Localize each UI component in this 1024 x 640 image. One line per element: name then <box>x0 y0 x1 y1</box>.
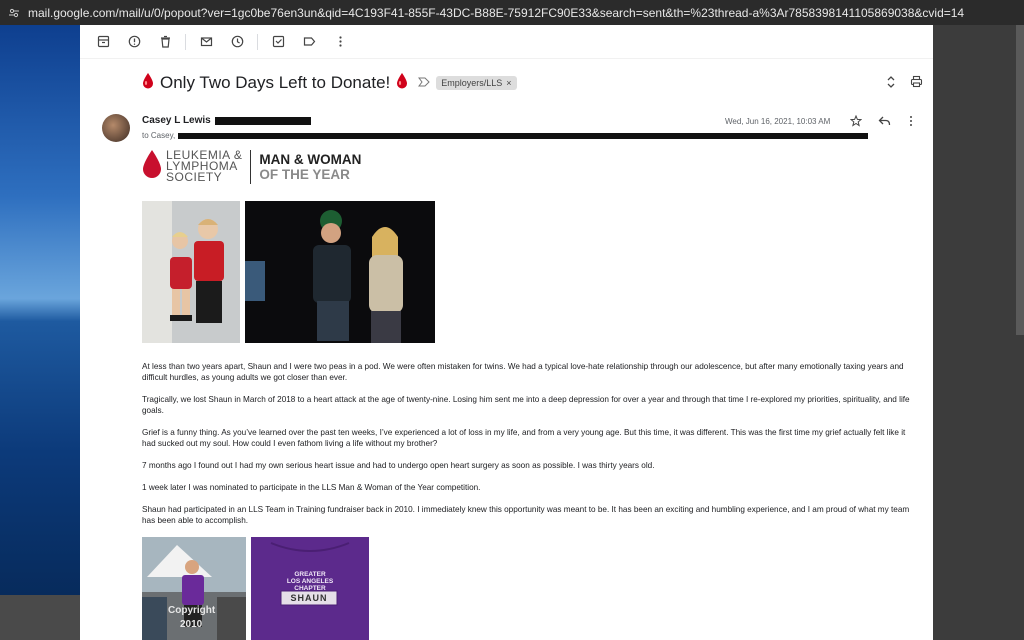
moy-line: MAN & WOMAN <box>259 151 362 167</box>
recipients-label: to Casey, <box>142 131 176 140</box>
report-spam-icon[interactable] <box>123 31 145 53</box>
shirt-text <box>251 571 369 592</box>
blood-drop-icon <box>142 72 154 94</box>
redacted-recipients <box>178 133 868 139</box>
more-vert-icon[interactable] <box>329 31 351 53</box>
message-actions <box>850 114 915 132</box>
expand-all-icon[interactable] <box>886 75 896 94</box>
mark-unread-icon[interactable] <box>195 31 217 53</box>
email-date: Wed, Jun 16, 2021, 10:03 AM <box>725 117 831 126</box>
label-chip-text: Employers/LLS <box>441 78 503 88</box>
moy-line: OF THE YEAR <box>259 166 350 182</box>
redacted-email <box>215 117 311 125</box>
avatar[interactable] <box>102 114 130 142</box>
team-shirt-photo <box>251 537 369 640</box>
desktop-background <box>0 595 80 640</box>
email-subject: Only Two Days Left to Donate! <box>160 73 391 92</box>
lls-line: SOCIETY <box>166 170 223 184</box>
snooze-icon[interactable] <box>226 31 248 53</box>
background-window <box>933 25 1024 640</box>
body-paragraph: Shaun had participated in an LLS Team in Training fundraiser back in 2010. I immediately knew this opportunity was meant to be. It has been an exciting and humbling experience, and I am proud of what my team has been able to accomplish. <box>142 505 910 525</box>
adult-siblings-photo <box>245 201 435 343</box>
body-paragraph: At less than two years apart, Shaun and I were two peas in a pod. We were often mistaken for twins. We had a typical love-hate relationship through our adolescence, but after many emotionally taxing years and difficult hurdles, as young adults we got closer than ever. <box>142 362 904 382</box>
importance-marker-icon[interactable] <box>418 74 430 92</box>
body-paragraph: 7 months ago I found out I had my own serious heart issue and had to undergo open heart surgery as soon as possible. I was thirty years old. <box>142 461 655 470</box>
star-icon[interactable] <box>850 114 862 132</box>
label-chip[interactable] <box>436 76 516 90</box>
man-woman-of-year-wordmark <box>259 152 361 182</box>
print-icon[interactable] <box>910 75 923 94</box>
toolbar-divider <box>185 34 186 50</box>
delete-icon[interactable] <box>154 31 176 53</box>
body-paragraph: Tragically, we lost Shaun in March of 2018 to a heart attack at the age of twenty-nine. Losing him sent me into a deep depression for over a year and through that time I re-explored my priorities, spirituality, and life goals. <box>142 395 910 415</box>
subject-row <box>142 72 517 94</box>
blood-drop-icon <box>396 72 408 94</box>
recipients-line[interactable] <box>142 131 868 140</box>
email-popout-window <box>80 25 933 640</box>
sender-name[interactable]: Casey L Lewis <box>142 115 211 126</box>
body-paragraph: Grief is a funny thing. As you’ve learned over the past ten weeks, I’ve experienced a lot of loss in my life, and from a very young age. But this time, it was different. This was the first time my grief actually felt like it had sucked out my soul. How could I even fathom living a life without my brother? <box>142 428 906 448</box>
add-to-tasks-icon[interactable] <box>267 31 289 53</box>
browser-url-bar[interactable] <box>0 0 1024 25</box>
email-toolbar <box>80 25 933 59</box>
shirt-line: CHAPTER <box>294 585 326 592</box>
reply-icon[interactable] <box>878 114 891 132</box>
photo-watermark-year: 2010 <box>180 619 203 630</box>
shirt-line: LOS ANGELES <box>286 578 334 585</box>
body-paragraph: 1 week later I was nominated to participate in the LLS Man & Woman of the Year competition. <box>142 483 481 492</box>
photo-watermark: Copyright <box>168 605 216 616</box>
shirt-line: GREATER <box>294 571 326 578</box>
lls-logo <box>142 149 361 184</box>
desktop-wallpaper <box>0 25 80 595</box>
sender-line <box>142 115 311 126</box>
email-body <box>142 361 912 537</box>
url-text[interactable]: mail.google.com/mail/u/0/popout?ver=1gc0be76en3un&qid=4C193F41-855F-43DC-B88E-75912FC90E33&search=sent&th=%23thread-a%3Ar7858398141105869038&cvid=14 <box>28 5 965 20</box>
label-icon[interactable] <box>298 31 320 53</box>
lls-wordmark <box>166 150 242 183</box>
subject-actions <box>886 75 923 94</box>
label-remove-icon[interactable]: × <box>506 78 512 88</box>
more-vert-icon[interactable] <box>907 114 915 132</box>
archive-icon[interactable] <box>92 31 114 53</box>
lls-line: LYMPHOMA <box>166 159 238 173</box>
scrollbar-track[interactable] <box>1016 25 1024 335</box>
site-settings-icon[interactable] <box>8 7 20 19</box>
toolbar-divider <box>257 34 258 50</box>
logo-divider <box>250 150 251 184</box>
childhood-photo <box>142 201 240 343</box>
race-photo <box>142 537 246 640</box>
lls-line: LEUKEMIA & <box>166 148 243 162</box>
shirt-name: SHAUN <box>290 593 328 603</box>
lls-drop-icon <box>142 149 162 184</box>
